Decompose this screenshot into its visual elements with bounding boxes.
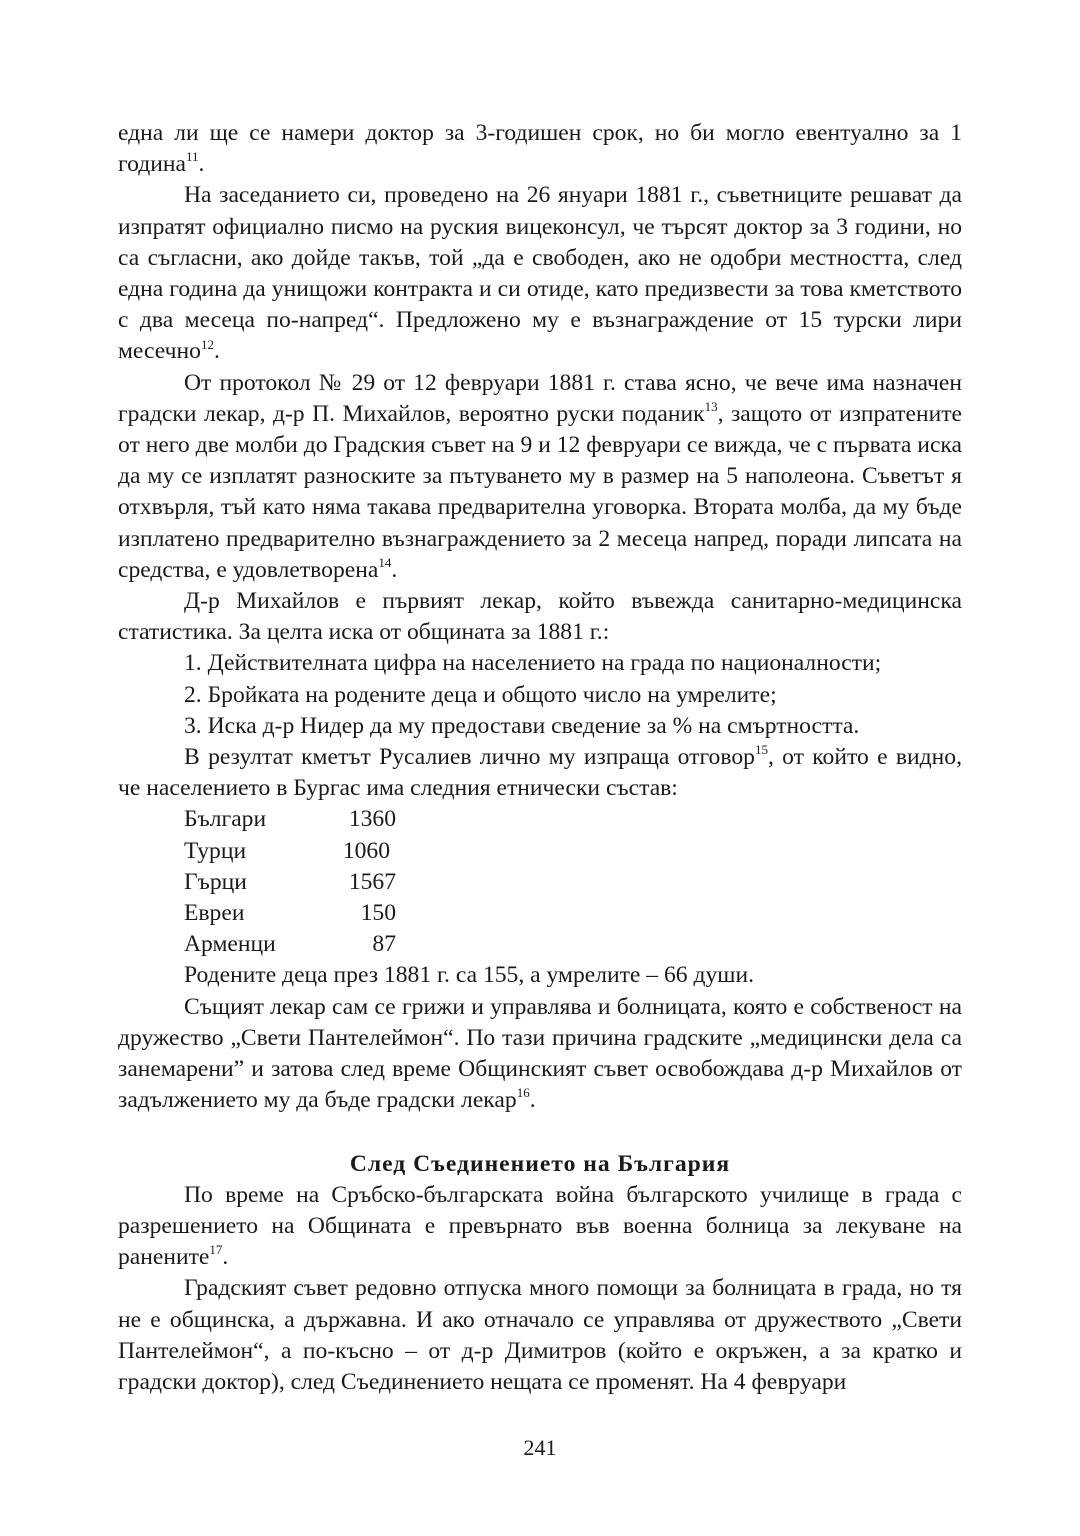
paragraph	[118, 368, 962, 586]
paragraph-text: една ли ще се намери доктор за 3-годишен срок, но би могло евентуално за 1 година	[118, 120, 962, 178]
paragraph	[118, 960, 962, 991]
paragraph-text: .	[222, 1244, 229, 1271]
paragraph	[118, 118, 962, 180]
paragraph-text: На заседанието си, проведено на 26 януари 1881 г., съветниците решават да изпратят официално писмо на руския вицеконсул, че търсят доктор за 3 години, но са съгласни, ако дойде такъв, той „да е свободен, ако не одобри местността, след една година да унищожи контракта и си отиде, като предизвести за това кметството с два месеца по-напред“. Предложено му е възнаграждение от 15 турски лири месечно	[118, 182, 962, 365]
paragraph-text: Градският съвет редовно отпуска много помощи за болницата в града, но тя не е общинска, а държавна. И ако отначало се управлява от дружеството „Свети Пантелеймон“, а по-късно – от д-р Димитров (който е окръжен, а за кратко и градски доктор), след Съединението нещата се променят. На 4 февруари	[118, 1275, 962, 1395]
footnote-ref[interactable]: 14	[378, 554, 392, 570]
table-row	[184, 836, 396, 867]
count-cell: 1060	[342, 837, 390, 864]
nationality-cell: Турци	[184, 837, 247, 864]
footnote-ref[interactable]: 15	[754, 742, 768, 758]
footnote-ref[interactable]: 17	[209, 1242, 223, 1258]
paragraph-text: Същият лекар сам се грижи и управлява и болницата, която е собственост на дружество „Свети Пантелеймон“. По тази причина градските „медицински дела са занемарени” и затова след време Общинският съвет освобождава д-р Михайлов от задължението му да бъде градски лекар	[118, 993, 962, 1114]
paragraph-text: По време на Сръбско-българската война българското училище в града с разрешението на Общината е превърнато във военна болница за лекуване на ранените	[118, 1181, 962, 1271]
paragraph-text: В резултат кметът Русалиев лично му изпраща отговор	[184, 744, 755, 771]
table-row	[184, 867, 396, 898]
paragraph	[118, 586, 962, 648]
paragraph-text: .	[391, 556, 398, 583]
footnote-ref[interactable]: 13	[704, 398, 718, 414]
count-cell: 1567	[348, 868, 396, 895]
paragraph-text: , защото от изпратените от него две молби до Градския съвет на 9 и 12 февруари се вижда, че с първата иска да му се изплатят разноските за пътуването му в размер на 5 наполеона. Съветът я отхвърля, тъй като няма такава предварителна уговорка. Втората молба, да му бъде изплатено предварително възнаграждението за 2 месеца напред, поради липсата на средства, е удовлетворена	[118, 400, 962, 583]
paragraph	[118, 1273, 962, 1398]
nationality-cell: Евреи	[184, 900, 245, 927]
list-item: 3. Иска д-р Нидер да му предостави сведение за % на смъртността.	[184, 712, 860, 739]
list-item: 2. Бройката на родените деца и общото число на умрелите;	[184, 681, 777, 708]
paragraph-text: От протокол № 29 от 12 февруари 1881 г. става ясно, че вече има назначен градски лекар, д-р П. Михайлов, вероятно руски поданик	[118, 369, 962, 427]
count-cell: 87	[372, 931, 396, 958]
paragraph	[118, 180, 962, 367]
table-row	[184, 804, 396, 835]
count-cell: 150	[360, 900, 396, 927]
paragraph	[118, 992, 962, 1117]
nationality-cell: Гърци	[184, 868, 247, 895]
count-cell: 1360	[348, 806, 396, 833]
paragraph-text: Д-р Михайлов е първият лекар, който въвежда санитарно-медицинска статистика. За целта иска от общината за 1881 г.:	[118, 588, 962, 646]
table-row	[184, 898, 396, 929]
paragraph-text: .	[198, 151, 205, 178]
page-number: 241	[523, 1435, 557, 1460]
paragraph-text: .	[529, 1087, 536, 1114]
footnote-ref[interactable]: 12	[200, 336, 214, 352]
paragraph-text: , от който е видно, че населението в Бургас има следния етнически състав:	[118, 744, 962, 802]
nationality-cell: Българи	[184, 806, 267, 833]
nationality-cell: Арменци	[184, 931, 276, 958]
paragraph	[118, 742, 962, 804]
paragraph-text: Родените деца през 1881 г. са 155, а умрелите – 66 души.	[184, 962, 754, 989]
page-body	[118, 118, 962, 1398]
footnote-ref[interactable]: 16	[516, 1085, 530, 1101]
paragraph-text: .	[213, 338, 220, 365]
population-table	[184, 804, 396, 960]
section-title: След Съединението на България	[349, 1150, 731, 1177]
footnote-ref[interactable]: 11	[185, 149, 199, 165]
list-item: 1. Действителната цифра на населението на града по националности;	[184, 650, 882, 677]
paragraph	[118, 1180, 962, 1274]
table-row	[184, 929, 396, 960]
